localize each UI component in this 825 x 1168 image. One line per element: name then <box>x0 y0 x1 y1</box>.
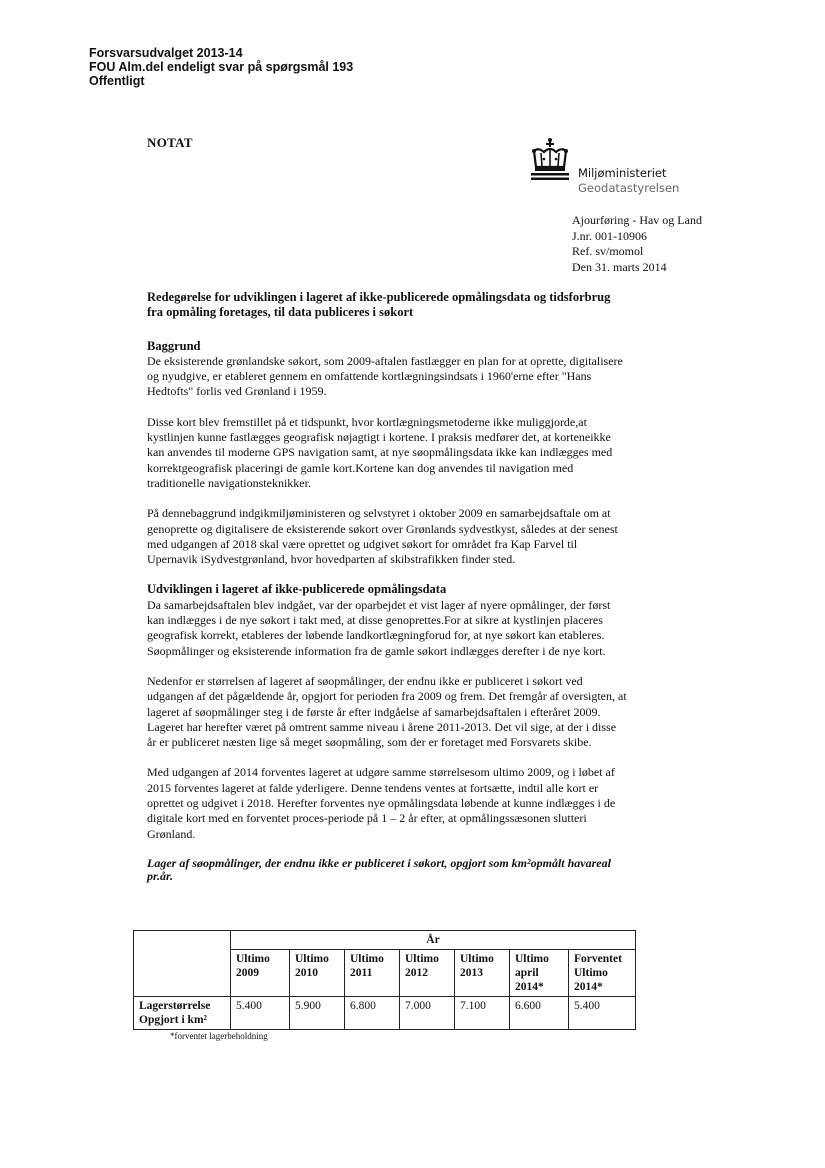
table-caption: Lager af søopmålinger, der endnu ikke er publiceret i søkort, opgjort som km²opmålt havareal pr.år. <box>147 855 611 883</box>
table-cell: 7.000 <box>400 997 455 1030</box>
document-body <box>147 290 627 883</box>
table-cell: 5.900 <box>290 997 345 1030</box>
journal-number: J.nr. 001-10906 <box>572 228 647 243</box>
reference-line: Ref. sv/momol <box>572 244 644 258</box>
document-stamp-header <box>89 46 353 88</box>
crown-logo-icon <box>528 137 572 188</box>
column-header: Ultimo april 2014* <box>510 950 569 997</box>
column-header: Ultimo 2012 <box>400 950 455 997</box>
table-cell: 5.400 <box>231 997 290 1030</box>
column-header: Ultimo 2010 <box>290 950 345 997</box>
table-row <box>134 997 636 1030</box>
column-header: Ultimo 2011 <box>345 950 400 997</box>
paragraph: Disse kort blev fremstillet på et tidspunkt, hvor kortlægningsmetoderne ikke muliggjorde,at kystlinjen kunne fastlægges geografisk nøjagtigt i kortene. I praksis medfører det, at korteneikke kan anvendes til moderne GPS navigation samt, at nye søopmålingsdata ikke kan indlægges med korrektgeografisk placeringi de gamle kort.Kortene kan dog anvendes til navigation med traditionelle navigationsteknikker. <box>147 414 613 490</box>
paragraph: På dennebaggrund indgikmiljøministeren og selvstyret i oktober 2009 en samarbejdsaftale om at genoprette og digitalisere de eksisterende søkort over Grønlands sydvestkyst, således at der senest med udgangen af 2018 skal være oprettet og udgivet søkort for området fra Kap Farvel til Upernavik iSydvestgrønland, hvor hovedparten af skibstrafikken finder sted. <box>147 506 618 567</box>
table-cell: 6.600 <box>510 997 569 1030</box>
column-header: Ultimo 2009 <box>231 950 290 997</box>
public-line: Offentligt <box>89 74 145 88</box>
table-cell: 7.100 <box>455 997 510 1030</box>
table-cell: 5.400 <box>569 997 636 1030</box>
reference-block <box>572 213 702 275</box>
agency-name: Geodatastyrelsen <box>578 181 680 195</box>
storage-table <box>133 930 636 1030</box>
question-line: FOU Alm.del endeligt svar på spørgsmål 193 <box>89 60 354 74</box>
paragraph: Da samarbejdsaftalen blev indgået, var der oparbejdet et vist lager af nyere opmålinger, der først kan indlægges i de nye søkort i takt med, at disse genoprettes.For at sikre at kystlinjen placeres geografisk korrekt, etableres der løbende landkortlægningforud for, at nye søkort kan etableres. Søopmålinger og eksisterende information fra de gamle søkort indlægges derefter i de nye kort. <box>147 597 611 658</box>
document-title: Redegørelse for udviklingen i lageret af ikke-publicerede opmålingsdata og tidsforbrug fra opmåling foretages, til data publiceres i søkort <box>147 290 611 320</box>
committee-line: Forsvarsudvalget 2013-14 <box>89 46 243 60</box>
ministry-block <box>578 166 679 196</box>
year-group-header: År <box>231 931 636 950</box>
ministry-name: Miljøministeriet <box>578 166 667 180</box>
section-heading-udviklingen: Udviklingen i lageret af ikke-publicerede opmålingsdata <box>147 582 447 597</box>
department-line: Ajourføring - Hav og Land <box>572 213 702 227</box>
table-corner-cell <box>134 931 231 997</box>
paragraph: Nedenfor er størrelsen af lageret af søopmålinger, der endnu ikke er publiceret i søkort ved udgangen af det pågældende år, opgjort for perioden fra 2009 og frem. Det fremgår af oversigten, at lageret af søopmålinger steg i de første år efter indgåelse af samarbejdsaftalen i efteråret 2009. Lageret har herefter været på omtrent samme niveau i årene 2011-2013. Det vil sige, at der i disse år er publiceret næsten lige så meget søopmåling, som der er foretaget med Forsvarets skibe. <box>147 673 627 750</box>
table-cell: 6.800 <box>345 997 400 1030</box>
section-heading-baggrund: Baggrund <box>147 338 201 353</box>
date-line: Den 31. marts 2014 <box>572 259 667 274</box>
table-footnote: *forventet lagerbeholdning <box>170 1031 268 1041</box>
paragraph: Med udgangen af 2014 forventes lageret at udgøre samme størrelsesom ultimo 2009, og i løbet af 2015 forventes lageret at falde yderligere. Denne tendens ventes at fortsætte, indtil alle kort er oprettet og udgivet i 2018. Herefter forventes nye opmålingsdata løbende at kunne indlægges i de digitale kort med en forventet proces-periode på 1 – 2 år efter, at opmålingssæsonen slutteri Grønland. <box>147 765 616 841</box>
row-label: Lagerstørrelse Opgjort i km² <box>134 997 231 1030</box>
paragraph: De eksisterende grønlandske søkort, som 2009-aftalen fastlægger en plan for at oprette, digitalisere og nyudgive, er etableret gennem en omfattende kortlægningsindsats i 1960'erne efter "Hans Hedtofts" forlis ved Grønland i 1959. <box>147 353 623 399</box>
doc-type-label: NOTAT <box>147 135 193 150</box>
column-header: Ultimo 2013 <box>455 950 510 997</box>
column-header: Forventet Ultimo 2014* <box>569 950 636 997</box>
